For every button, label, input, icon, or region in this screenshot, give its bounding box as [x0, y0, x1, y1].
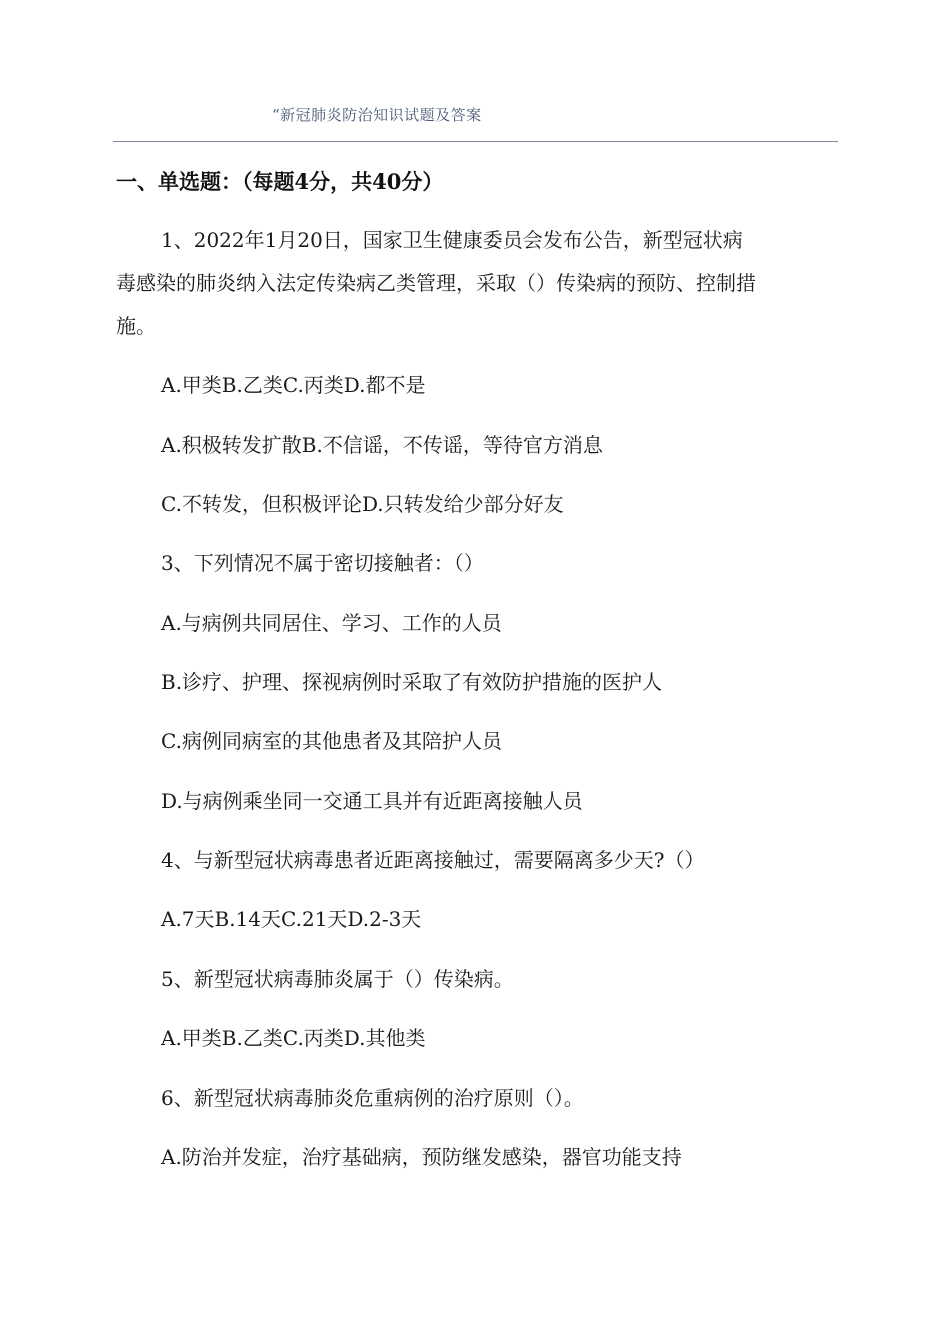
section-heading: 一、单选题：（每题4分，共40分）	[116, 169, 444, 194]
question-4-options: A.7天B.14天C.21天D.2-3天	[161, 907, 422, 931]
question-3-option-d: D.与病例乘坐同一交通工具并有近距离接触人员	[161, 789, 583, 813]
question-2-options-cd: C.不转发，但积极评论D.只转发给少部分好友	[161, 492, 564, 516]
question-4-stem: 4、与新型冠状病毒患者近距离接触过，需要隔离多少天?（）	[161, 848, 705, 872]
question-5-options: A.甲类B.乙类C.丙类D.其他类	[161, 1026, 426, 1050]
header-divider	[113, 141, 838, 142]
question-3-stem: 3、下列情况不属于密切接触者：（）	[161, 551, 484, 575]
question-3-option-b: B.诊疗、护理、探视病例时采取了有效防护措施的医护人	[161, 670, 663, 694]
question-2-options-ab: A.积极转发扩散B.不信谣，不传谣，等待官方消息	[161, 433, 603, 457]
question-1-line-3: 施。	[116, 314, 156, 338]
question-5-stem: 5、新型冠状病毒肺炎属于（）传染病。	[161, 967, 514, 991]
question-3-option-c: C.病例同病室的其他患者及其陪护人员	[161, 729, 502, 753]
question-1-line-1: 1、2022年1月20日，国家卫生健康委员会发布公告，新型冠状病	[161, 228, 743, 252]
question-3-option-a: A.与病例共同居住、学习、工作的人员	[161, 611, 502, 635]
question-6-option-a: A.防治并发症，治疗基础病，预防继发感染，器官功能支持	[161, 1145, 682, 1169]
question-1-line-2: 毒感染的肺炎纳入法定传染病乙类管理，采取（）传染病的预防、控制措	[116, 271, 756, 295]
running-header-title: “新冠肺炎防治知识试题及答案	[272, 106, 482, 124]
question-1-options: A.甲类B.乙类C.丙类D.都不是	[161, 373, 426, 397]
question-6-stem: 6、新型冠状病毒肺炎危重病例的治疗原则（）。	[161, 1086, 584, 1110]
